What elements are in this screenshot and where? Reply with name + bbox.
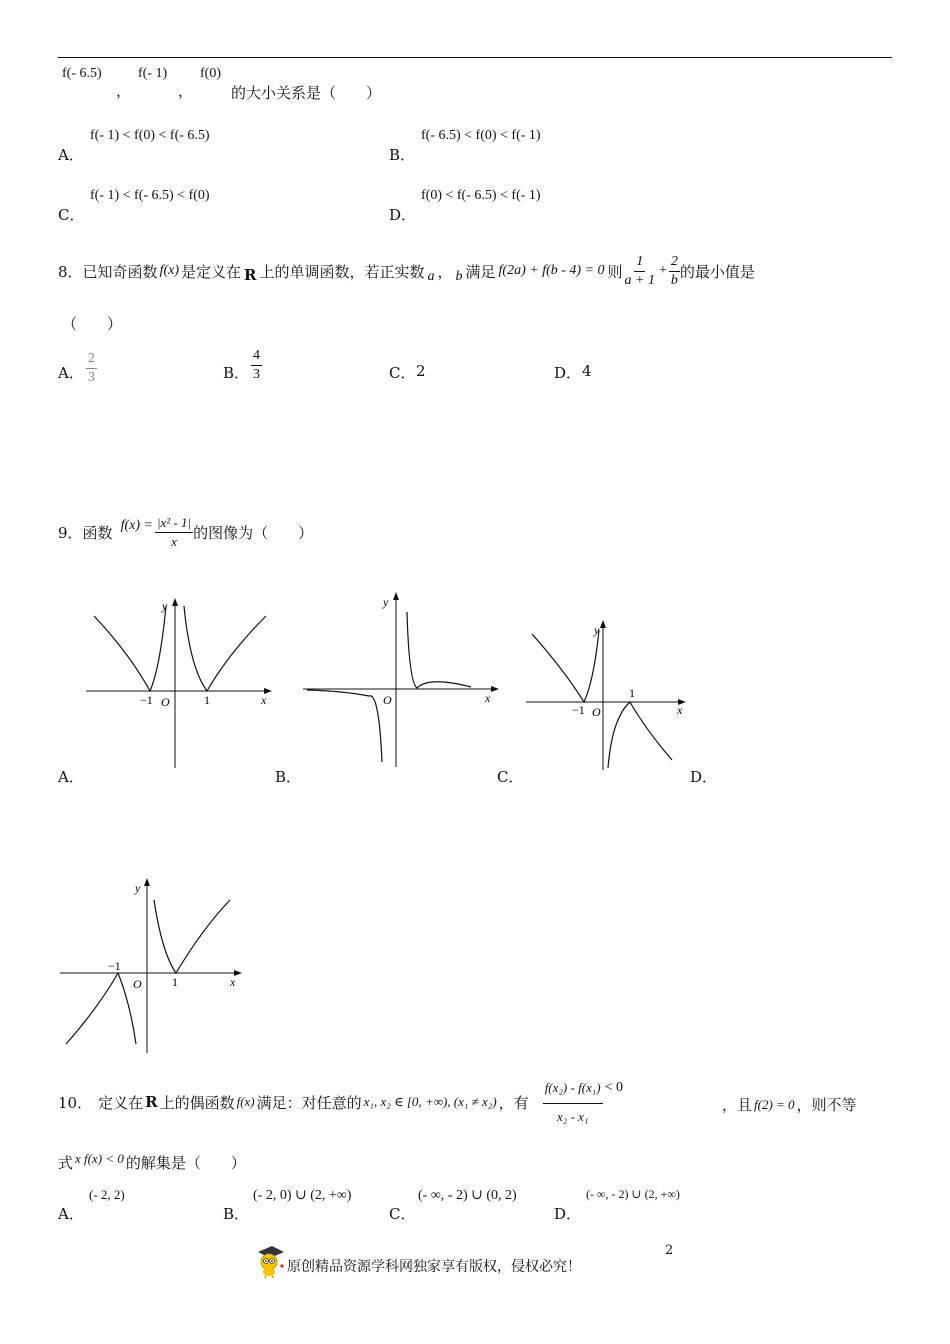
tick-pos1: 1 [204,693,210,707]
frac-den: 3 [88,370,95,385]
q8-text-1: 已知奇函数 [82,262,158,281]
option-label: C． [389,1205,416,1223]
question-number: 8． [58,262,83,281]
q9-stem [58,510,313,554]
option-expr: f(0) < f(- 6.5) < f(- 1) [421,188,541,203]
frac-num: f(x₂) - f(x₁) [543,1079,603,1104]
option-label: C． [58,206,85,224]
q10-text-3: 满足：对任意的 [256,1093,362,1112]
q8-condition: f(2a) + f(b - 4) = 0 [498,263,605,278]
q8-text-2: 是定义在 [181,262,242,281]
axis-y-label: y [383,595,389,609]
less-than-zero: < 0 [604,1080,624,1095]
graph-label-d[interactable]: D． [690,768,718,786]
option-label: B． [389,146,416,164]
tick-pos1: 1 [629,686,635,700]
option-label: A． [58,1205,84,1223]
axis-x-label: x [677,703,683,717]
option-label: B． [223,1205,250,1223]
option-fraction [251,347,262,384]
frac-den: x [171,533,177,549]
frac-den: x₂ - x₁ [556,1108,589,1124]
real-set-symbol: R [145,1093,158,1111]
option-label: C． [389,364,416,382]
q10-text-6: ，则不等 [796,1096,857,1114]
axis-x-label: x [485,691,491,705]
q8-text-3: 上的单调函数，若正实数 [259,262,425,281]
q10-fx: f(x) [236,1094,255,1109]
graph-label-a[interactable]: A． [58,768,84,786]
header-rule [58,57,892,58]
option-expr: f(- 1) < f(0) < f(- 6.5) [90,128,210,143]
q10-text-2: 上的偶函数 [159,1093,235,1112]
q7-stem: 的大小关系是（ ） [231,84,382,102]
q9-text-2: 的图像为（ ） [193,523,314,542]
q7-sep-1: ， [116,82,132,100]
tick-neg1: −1 [108,959,121,973]
copyright-text: 原创精品资源学科网独家享有版权，侵权必究！ [287,1259,581,1275]
plus-sign: + [658,263,667,278]
q8-text-5: 则 [607,262,623,281]
option-expr: f(- 1) < f(- 6.5) < f(0) [90,188,210,203]
tick-neg1: −1 [140,693,153,707]
real-set-symbol: R [244,266,257,284]
axis-y-label: y [135,881,141,895]
q10-text-1: 定义在 [98,1093,144,1112]
q10-text-7: 式 [58,1154,74,1172]
q7-item-1: f(- 6.5) [62,66,102,81]
axis-y-label: y [594,623,600,637]
graph-option-a[interactable] [84,598,274,768]
frac-num: 2 [669,253,680,272]
option-value: 4 [582,362,592,380]
frac-den: 3 [253,367,260,382]
q10-text-4: ，有 [498,1093,529,1112]
q7-item-2: f(- 1) [138,66,168,81]
frac-num: |x² - 1| [155,514,193,533]
q10-fraction [543,1079,603,1126]
frac-den: b [670,272,678,288]
graph-option-b[interactable] [303,592,503,767]
page-number: 2 [665,1243,674,1258]
tick-pos1: 1 [172,975,178,989]
option-label: A． [58,364,84,382]
var-b: b [455,269,463,284]
q10-condition: x₁, x₂ ∈ [0, +∞), (x₁ ≠ x₂) [363,1094,497,1109]
q8-fx: f(x) [159,263,179,278]
question-number: 10． [58,1093,93,1112]
option-value: 2 [416,362,426,380]
q10-text-8: 的解集是（ ） [125,1154,246,1172]
q9-text-1: 函数 [82,523,113,542]
q9-fraction [155,514,193,551]
q10-inequality: x f(x) < 0 [75,1150,124,1166]
graph-label-b[interactable]: B． [275,768,302,786]
q10-f2: f(2) = 0 [754,1096,795,1112]
q8-stem [58,250,755,292]
frac-num: 1 [634,253,645,272]
fraction-2-over-b [669,253,680,290]
fraction-1-over-a-plus-1 [623,253,657,290]
var-a: a [427,269,435,284]
option-fraction [86,350,97,387]
origin-label: O [161,695,170,709]
frac-den: a + 1 [624,272,655,288]
origin-label: O [383,693,392,707]
q10-stem-end [722,1094,857,1115]
frac-num: 4 [251,347,262,366]
q8-text-4: 满足 [465,262,496,281]
q9-fx: f(x) = [120,518,153,533]
mascot-icon [254,1244,286,1278]
q10-stem-line2 [58,1152,246,1173]
option-label: D． [389,206,417,224]
q8-comma: ， [437,262,453,281]
q10-stem [58,1062,623,1142]
option-label: A． [58,146,84,164]
option-label: D． [554,364,582,382]
axis-y-label: y [162,599,168,613]
axis-x-label: x [230,975,236,989]
tick-neg1: −1 [572,703,585,717]
option-expr: (- ∞, - 2) ∪ (0, 2) [418,1188,517,1203]
q10-text-5: ，且 [722,1096,753,1114]
q8-text-6: 的最小值是 [679,262,755,281]
q7-item-3: f(0) [200,66,221,81]
option-expr: (- 2, 2) [89,1187,125,1202]
q7-sep-2: ， [178,82,194,100]
axis-x-label: x [261,693,267,707]
option-expr: (- 2, 0) ∪ (2, +∞) [253,1188,352,1203]
question-number: 9． [58,523,83,542]
option-expr: f(- 6.5) < f(0) < f(- 1) [421,128,541,143]
graph-option-c[interactable] [524,620,690,770]
graph-option-d[interactable] [58,878,248,1053]
option-expr: (- ∞, - 2) ∪ (2, +∞) [586,1187,680,1201]
option-label: D． [554,1205,582,1223]
option-label: B． [223,364,250,382]
answer-paren: （ ） [62,315,123,333]
frac-num: 2 [86,350,97,369]
graph-label-c[interactable]: C． [497,768,524,786]
origin-label: O [592,705,601,719]
origin-label: O [133,977,142,991]
